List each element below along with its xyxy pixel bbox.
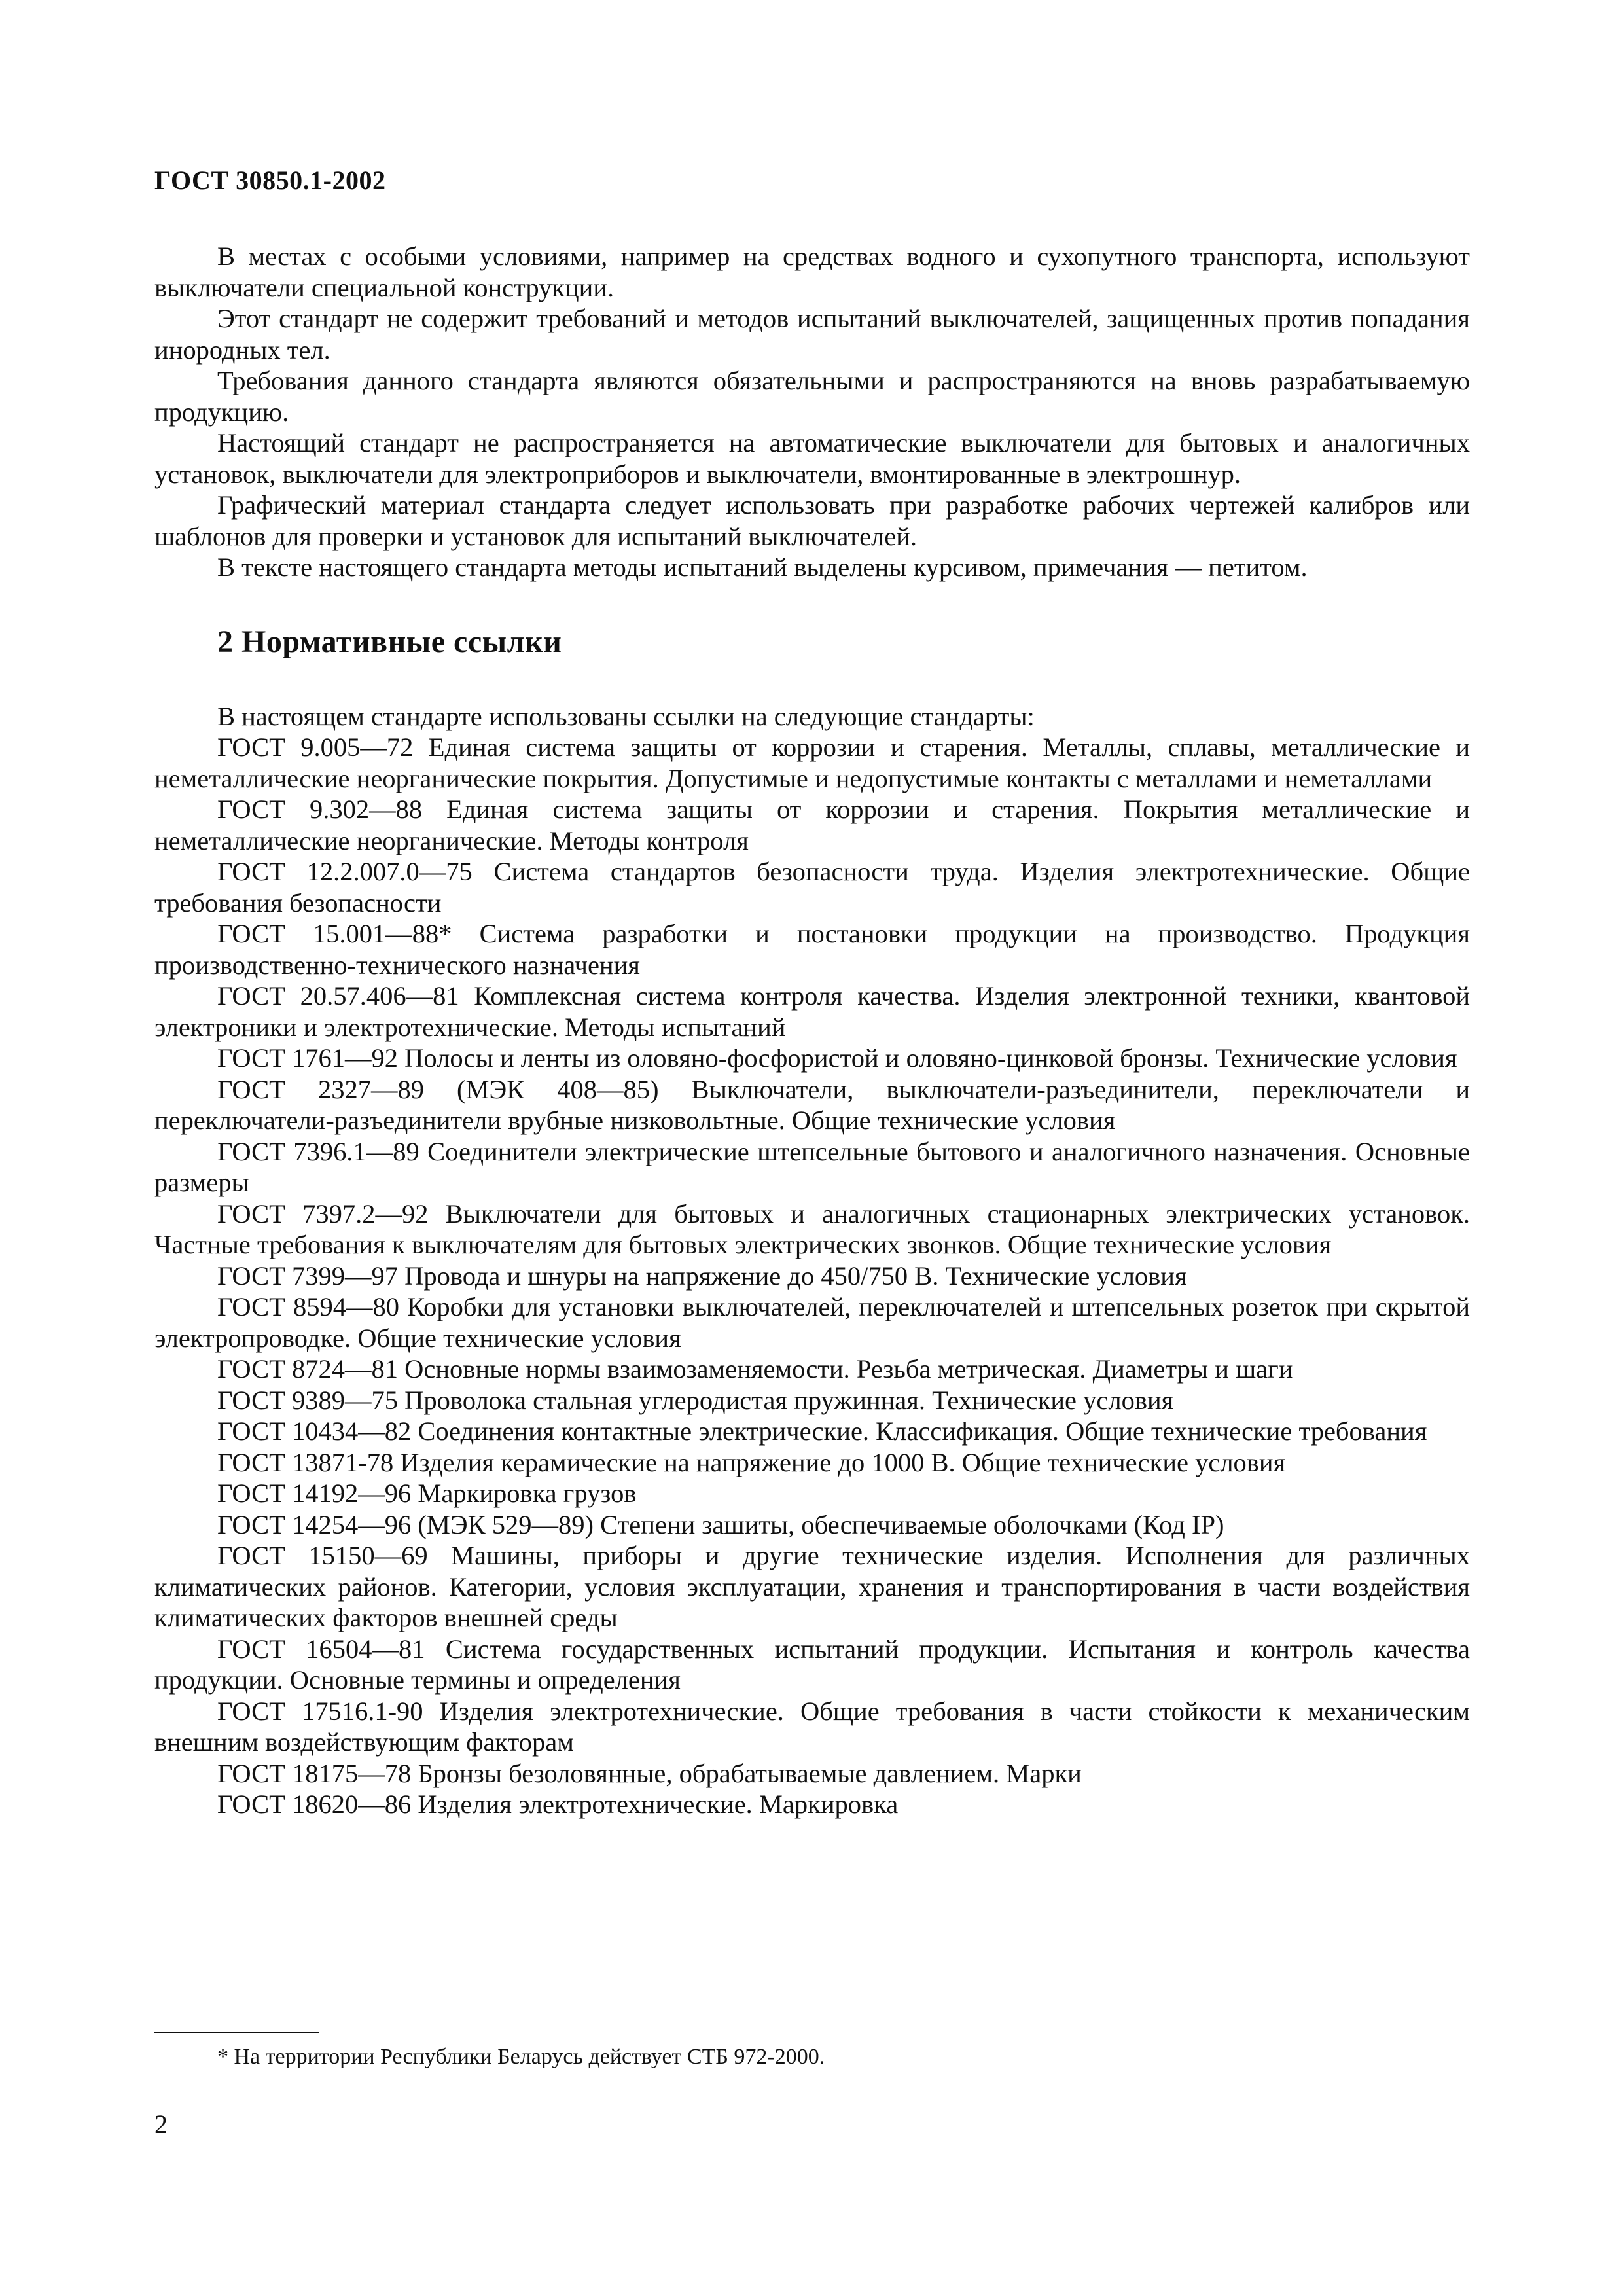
reference-item: ГОСТ 18175—78 Бронзы безоловянные, обрабатываемые давлением. Марки (217, 1758, 1082, 1788)
reference-item: ГОСТ 2327—89 (МЭК 408—85) Выключатели, выключатели-разъединители, переключатели и переключатели-разъединители врубные низковольтные. Общие технические условия (154, 1074, 1470, 1135)
reference-item: ГОСТ 9.302—88 Единая система защиты от коррозии и старения. Покрытия металлические и неметаллические неорганические. Методы контроля (154, 795, 1470, 855)
footnote: * На территории Республики Беларусь действует СТБ 972-2000. (217, 2045, 825, 2069)
reference-item: ГОСТ 7399—97 Провода и шнуры на напряжение до 450/750 В. Технические условия (217, 1261, 1187, 1291)
intro-paragraph: В тексте настоящего стандарта методы испытаний выделены курсивом, примечания — петитом. (217, 552, 1308, 582)
reference-item: ГОСТ 7396.1—89 Соединители электрические штепсельные бытового и аналогичного назначения. Основные размеры (154, 1136, 1470, 1197)
reference-item: ГОСТ 18620—86 Изделия электротехнические. Маркировка (217, 1789, 899, 1819)
footnote-divider (154, 2032, 319, 2033)
reference-item: ГОСТ 16504—81 Система государственных испытаний продукции. Испытания и контроль качества продукции. Основные термины и определения (154, 1634, 1470, 1695)
section-heading: 2 Нормативные ссылки (217, 624, 562, 659)
reference-item: ГОСТ 14254—96 (МЭК 529—89) Степени зашиты, обеспечиваемые оболочками (Код IP) (217, 1509, 1224, 1539)
reference-item: ГОСТ 17516.1-90 Изделия электротехнические. Общие требования в части стойкости к механическим внешним воздействующим факторам (154, 1696, 1470, 1757)
reference-item: ГОСТ 7397.2—92 Выключатели для бытовых и аналогичных стационарных электрических установок. Частные требования к выключателям для бытовых электрических звонков. Общие технические условия (154, 1198, 1470, 1259)
reference-item: ГОСТ 10434—82 Соединения контактные электрические. Классификация. Общие технические требования (217, 1416, 1427, 1446)
reference-item: ГОСТ 15.001—88* Система разработки и постановки продукции на производство. Продукция производственно-технического назначения (154, 919, 1470, 980)
page-content (154, 241, 1470, 1820)
reference-item: ГОСТ 13871-78 Изделия керамические на напряжение до 1000 В. Общие технические условия (217, 1447, 1286, 1477)
document-header: ГОСТ 30850.1-2002 (154, 166, 386, 195)
reference-item: ГОСТ 20.57.406—81 Комплексная система контроля качества. Изделия электронной техники, квантовой электроники и электротехнические. Методы испытаний (154, 981, 1470, 1042)
reference-item: ГОСТ 8594—80 Коробки для установки выключателей, переключателей и штепсельных розеток при скрытой электропроводке. Общие технические условия (154, 1292, 1470, 1353)
page-number: 2 (154, 2109, 168, 2139)
reference-item: ГОСТ 9389—75 Проволока стальная углеродистая пружинная. Технические условия (217, 1385, 1174, 1415)
reference-item: ГОСТ 9.005—72 Единая система защиты от коррозии и старения. Металлы, сплавы, металлические и неметаллические неорганические покрытия. Допустимые и недопустимые контакты с металлами и неметаллами (154, 732, 1470, 793)
reference-item: ГОСТ 15150—69 Машины, приборы и другие технические изделия. Исполнения для различных климатических районов. Категории, условия эксплуатации, хранения и транспортирования в части воздействия климатических факторов внешней среды (154, 1541, 1470, 1632)
reference-item: ГОСТ 12.2.007.0—75 Система стандартов безопасности труда. Изделия электротехнические. Общие требования безопасности (154, 857, 1470, 918)
reference-item: ГОСТ 14192—96 Маркировка грузов (217, 1479, 637, 1508)
intro-paragraph: Этот стандарт не содержит требований и методов испытаний выключателей, защищенных против попадания инородных тел. (154, 304, 1470, 365)
intro-paragraph: Требования данного стандарта являются обязательными и распространяются на вновь разрабатываемую продукцию. (154, 366, 1470, 427)
intro-paragraph: В местах с особыми условиями, например на средствах водного и сухопутного транспорта, используют выключатели специальной конструкции. (154, 242, 1470, 302)
intro-paragraph: Настоящий стандарт не распространяется на автоматические выключатели для бытовых и аналогичных установок, выключатели для электроприборов и выключатели, вмонтированные в электрошнур. (154, 428, 1470, 489)
section-intro: В настоящем стандарте использованы ссылки на следующие стандарты: (217, 701, 1035, 731)
reference-item: ГОСТ 1761—92 Полосы и ленты из оловяно-фосфористой и оловяно-цинковой бронзы. Технические условия (217, 1043, 1457, 1073)
reference-item: ГОСТ 8724—81 Основные нормы взаимозаменяемости. Резьба метрическая. Диаметры и шаги (217, 1354, 1293, 1384)
intro-paragraph: Графический материал стандарта следует использовать при разработке рабочих чертежей калибров или шаблонов для проверки и установок для испытаний выключателей. (154, 490, 1470, 551)
